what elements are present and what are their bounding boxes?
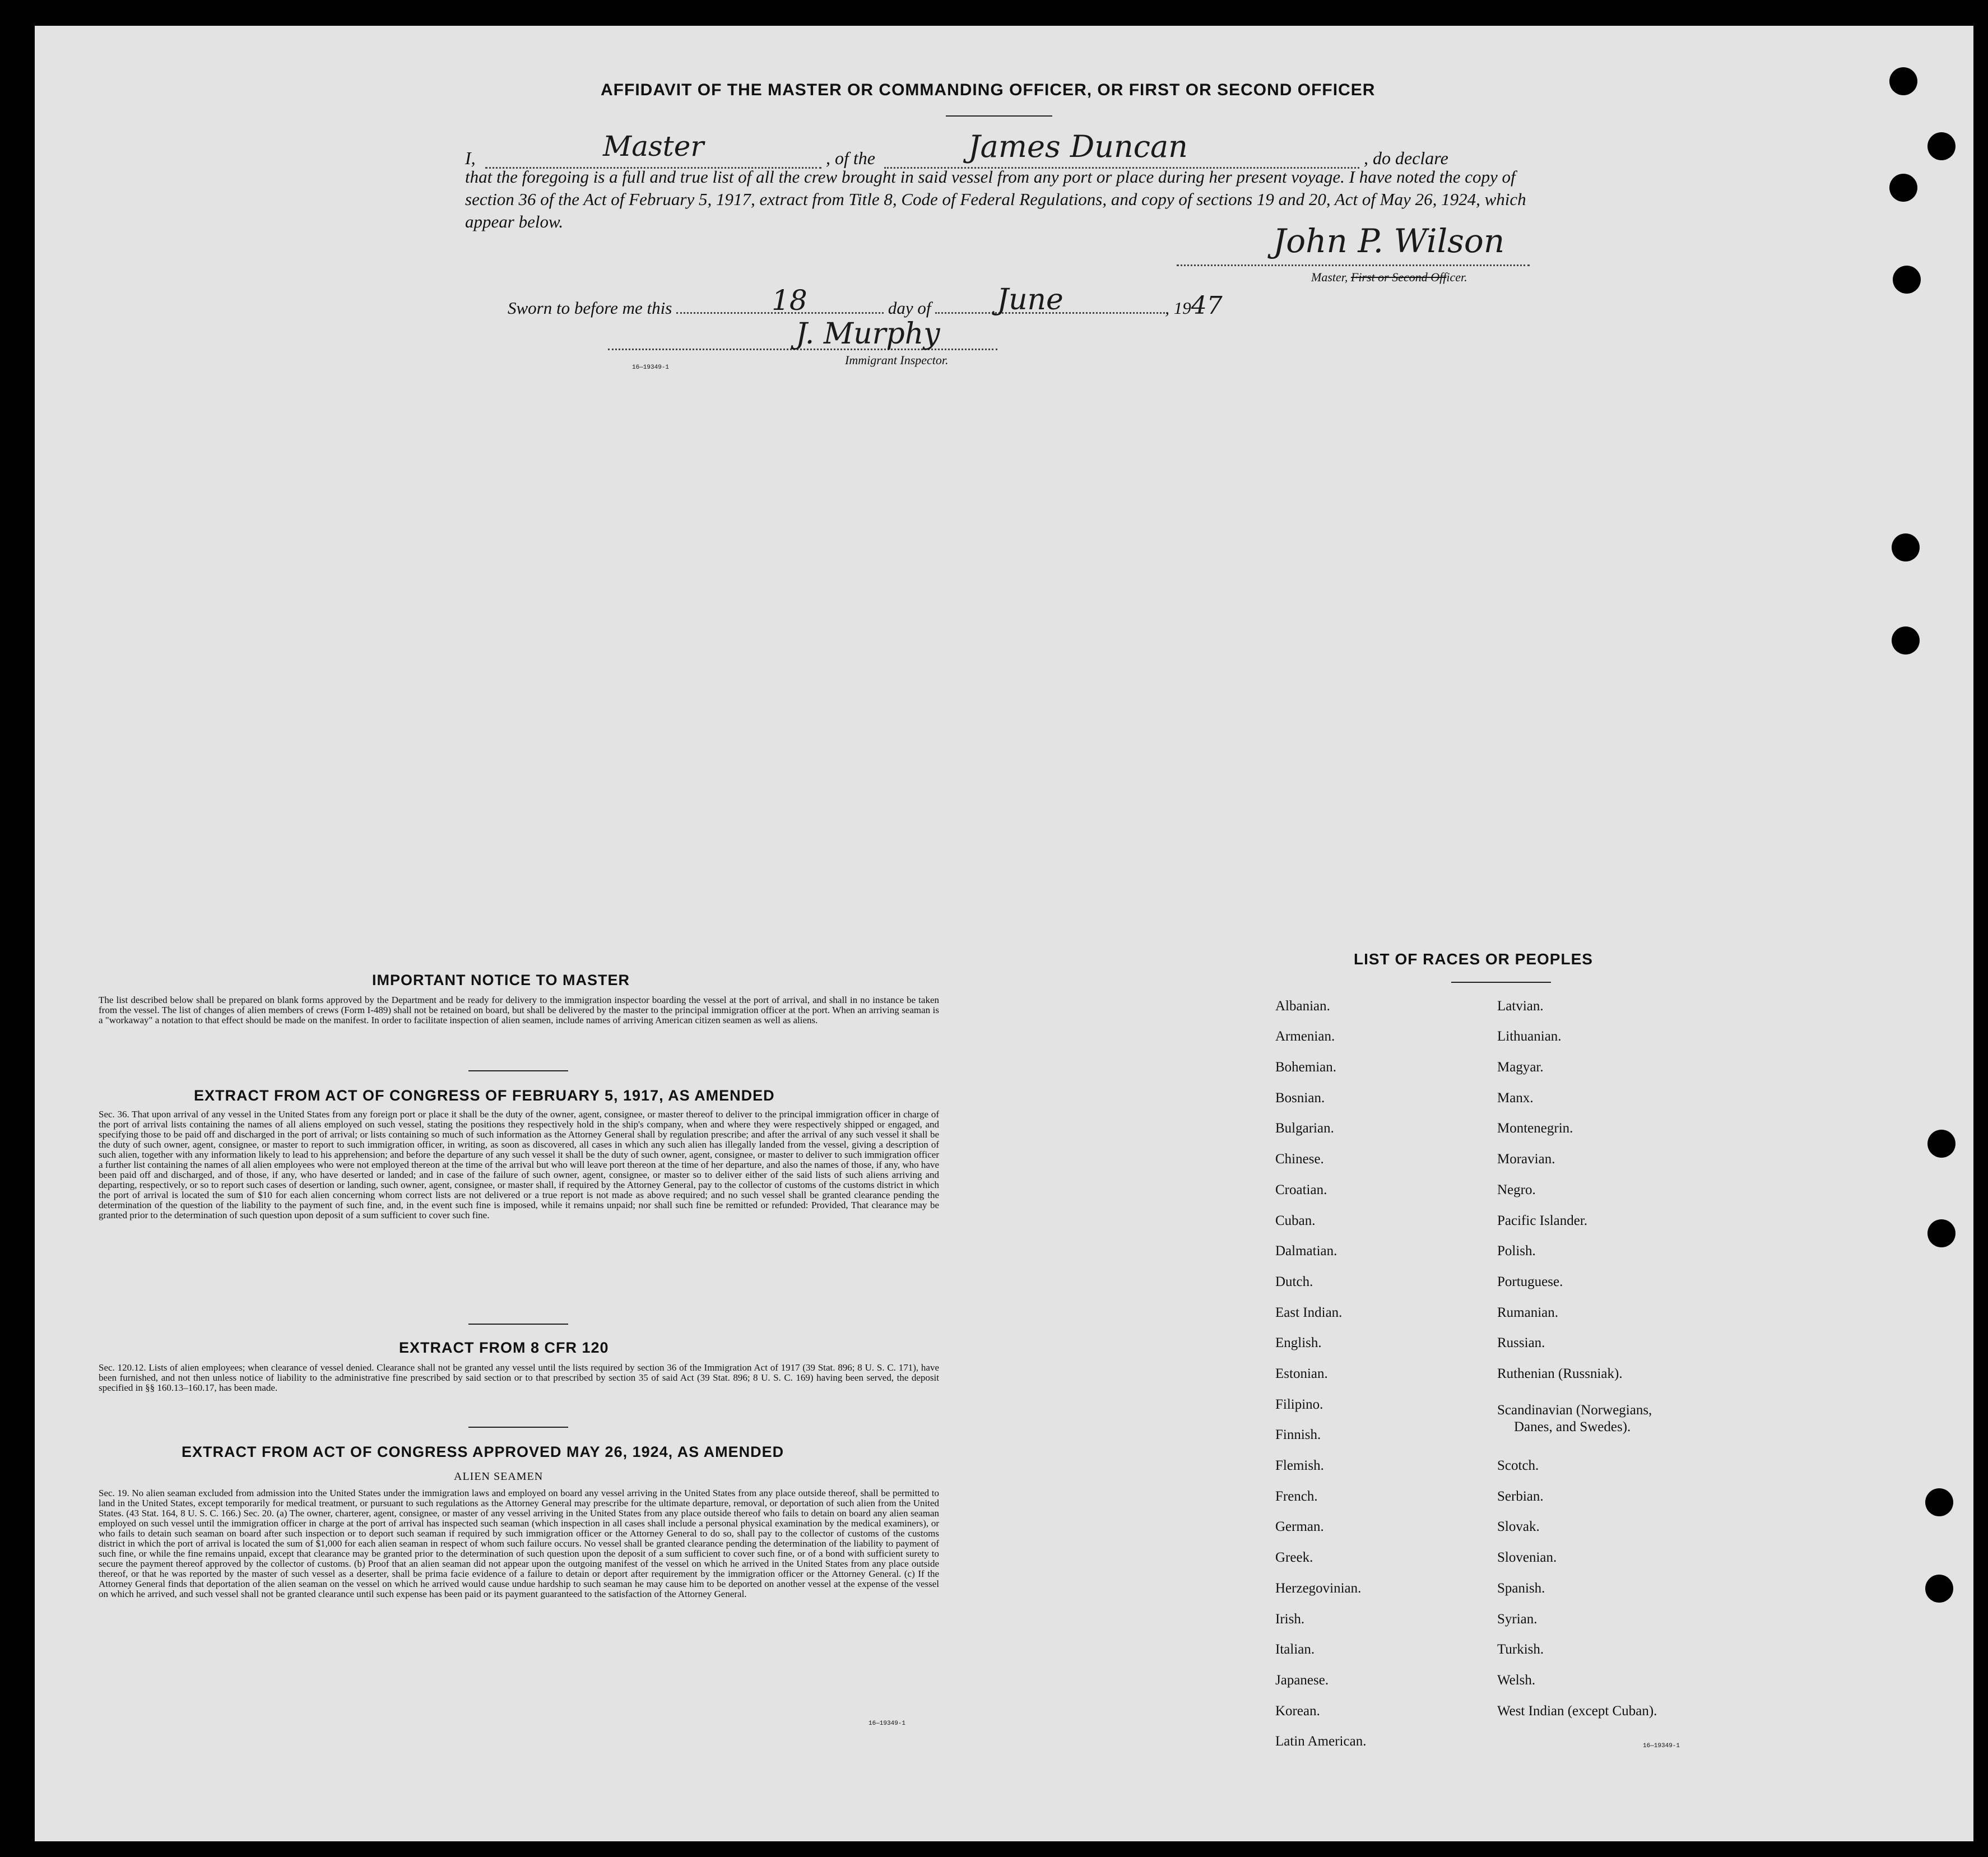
do-declare-label: , do declare [1364,148,1448,168]
affidavit-declaration-text: that the foregoing is a full and true list of all the crew brought in said vessel from any port or place during her present voyage. I have noted the copy of section 36 of the Act of February 5, 1917, extract from Title 8, Code of Federal Regulations, and copy of sections 19 and 20, Act of May 26, 1924, which appear below. [465,167,1526,231]
notice-text: The list described below shall be prepared on blank forms approved by the Department and be ready for delivery to the immigration inspector boarding the vessel at the port of arrival, and shall in no instance be taken from the vessel. The list of changes of alien members of crews (Form I-489) shall not be retained on board, but shall be delivered by the master to the principal immigration officer at the port. When an arriving seaman is a "workaway" a notation to that effect should be made on the manifest. In order to facilitate inspection of alien seamen, include names of arriving American citizen seamen as well as aliens. [99,995,939,1025]
sworn-month-handwritten: June [997,283,1063,317]
race-item: Irish. [1275,1612,1305,1627]
extract-cfr-heading: EXTRACT FROM 8 CFR 120 [399,1339,609,1356]
section-divider [468,1324,568,1325]
year-prefix: , 19 [1165,298,1191,318]
race-item: Lithuanian. [1497,1029,1562,1044]
race-item: Flemish. [1275,1458,1324,1473]
section-divider [468,1070,568,1071]
year-handwritten: 47 [1191,291,1223,320]
race-item: West Indian (except Cuban). [1497,1703,1657,1719]
punch-hole [1892,533,1920,561]
race-item: Welsh. [1497,1673,1536,1688]
extract-1917-heading: EXTRACT FROM ACT OF CONGRESS OF FEBRUARY 5, 1917, AS AMENDED [194,1087,775,1104]
punch-hole [1927,1219,1956,1247]
race-item: Syrian. [1497,1612,1538,1627]
section-divider [1451,982,1551,983]
punch-hole [1889,67,1917,95]
race-item: Manx. [1497,1090,1534,1106]
punch-hole [1893,266,1921,294]
punch-hole [1889,174,1917,202]
race-item: Polish. [1497,1243,1536,1259]
race-item: Armenian. [1275,1029,1335,1044]
race-item: Slovak. [1497,1519,1540,1534]
master-title-prefix: Master, [1311,270,1351,284]
race-item: Albanian. [1275,999,1330,1014]
race-item: Herzegovinian. [1275,1581,1362,1596]
race-item: Pacific Islander. [1497,1213,1588,1228]
race-item: Greek. [1275,1550,1313,1565]
struck-title: First or Second Off [1350,270,1447,284]
master-signature-line [1177,264,1530,266]
race-item: Latin American. [1275,1734,1367,1749]
master-signature: John P. Wilson [1273,222,1505,260]
sworn-label: Sworn to before me this [508,298,672,318]
race-item: German. [1275,1519,1324,1534]
race-item: Latvian. [1497,999,1544,1014]
race-item: Bohemian. [1275,1060,1337,1075]
of-the-label: , of the [826,148,875,168]
sworn-row [508,283,1223,320]
extract-cfr-text: Sec. 120.12. Lists of alien employees; when clearance of vessel denied. Clearance shall not be granted any vessel until the lists required by section 36 of the Immigration Act of 1917 (39 Stat. 896; 8 U. S. C. 171), have been furnished, and not then unless notice of liability to the administrative fine prescribed by said section or to that prescribed by section 35 of said Act (39 Stat. 896; 8 U. S. C. 169) having been served, the deposit specified in §§ 160.13–160.17, has been made. [99,1362,939,1393]
race-item: East Indian. [1275,1305,1343,1320]
extract-1924-heading: EXTRACT FROM ACT OF CONGRESS APPROVED MAY 26, 1924, AS AMENDED [182,1443,784,1460]
form-code: 16—19349-1 [868,1720,906,1727]
master-title [1311,270,1467,285]
race-item: Bulgarian. [1275,1121,1334,1136]
races-heading: LIST OF RACES OR PEOPLES [1354,950,1593,968]
section-divider [468,1427,568,1428]
alien-seamen-subheading: ALIEN SEAMEN [454,1470,544,1483]
race-item: Filipino. [1275,1397,1323,1412]
race-item: Dutch. [1275,1274,1313,1289]
race-item: Cuban. [1275,1213,1316,1228]
race-item: Japanese. [1275,1673,1329,1688]
i-label: I, [465,148,476,168]
punch-hole [1892,626,1920,654]
race-item: Moravian. [1497,1152,1555,1167]
race-item: Slovenian. [1497,1550,1557,1565]
sworn-month-field [935,283,1165,317]
race-item: Ruthenian (Russniak). [1497,1366,1623,1381]
sworn-day-handwritten: 18 [772,284,807,317]
punch-hole [1925,1488,1953,1516]
race-item: Chinese. [1275,1152,1324,1167]
punch-hole [1925,1575,1953,1603]
race-item: Finnish. [1275,1427,1321,1442]
form-code: 16—19349-1 [632,364,670,371]
day-of-label: day of [888,298,931,318]
extract-1924-text: Sec. 19. No alien seaman excluded from admission into the United States under the immigration laws and employed on board any vessel arriving in the United States from any place outside thereof, shall be permitted to land in the United States, except temporarily for medical treatment, or pursuant to such regulations as the Attorney General may prescribe for the ultimate departure, removal, or deportation of such alien from the United States. (43 Stat. 164, 8 U. S. C. 166.) Sec. 20. (a) The owner, charterer, agent, consignee, or master of any vessel arriving in the United States from any place outside thereof who fails to detain on board any alien seaman employed on such vessel until the immigration officer in charge at the port of arrival has inspected such seaman (which inspection in all cases shall include a personal physical examination by the medical examiners), or who fails to detain such seaman on board after such inspection or to deport such seaman if required by such immigration officer or the Attorney General to do so, shall pay to the collector of customs of the customs district in which the port of arrival is located the sum of $1,000 for each alien seaman in respect of whom such failure occurs. No vessel shall be granted clearance pending the determination of the liability to payment of such fine, or while the fine remains unpaid, except that clearance may be granted prior to the determination of such question upon the deposit of a sum sufficient to cover such fine, or of a bond with sufficient surety to secure the payment thereof approved by the collector of customs. (b) Proof that an alien seaman did not appear upon the outgoing manifest of the vessel on which he arrived in the United States from any place outside thereof, or that he was reported by the master of such vessel as a deserter, shall be prima facie evidence of a failure to detain or deport after requirement by the immigration officer or the Attorney General. (c) If the Attorney General finds that deportation of the alien seaman on the vessel on which he arrived would cause undue hardship to such seaman he may cause him to be deported on another vessel at the expense of the vessel on which he arrived, and such vessel shall not be granted clearance until such expense has been paid or its payment guaranteed to the satisfaction of the Attorney General. [99,1488,939,1599]
race-item: English. [1275,1335,1322,1350]
race-item: Italian. [1275,1642,1315,1657]
race-item: Scotch. [1497,1458,1539,1473]
race-item: Montenegrin. [1497,1121,1573,1136]
form-code: 16—19349-1 [1643,1743,1680,1749]
extract-1917-text: Sec. 36. That upon arrival of any vessel in the United States from any foreign port or place it shall be the duty of the owner, agent, consignee, or master thereof to deliver to the principal immigration officer in charge of the port of arrival lists containing the names of all aliens employed on such vessel, stating the positions they respectively hold in the ship's company, when and where they were respectively shipped or engaged, and specifying those to be paid off and discharged in the port of arrival; or lists containing so much of such information as the Attorney General shall by regulation prescribe; and after the arrival of any such vessel it shall be the duty of such owner, agent, consignee, or master to report to such immigration officer, in writing, as soon as discovered, all cases in which any such alien has illegally landed from the vessel, giving a description of such alien, together with any information likely to lead to his apprehension; and before the departure of any such vessel it shall be the duty of such owner, agent, consignee, or master to deliver to such immigration officer a further list containing the names of all alien employees who were not employed thereon at the time of the arrival but who will leave port thereon at the time of her departure, and also the names of those, if any, who have been paid off and discharged, and of those, if any, who have deserted or landed; and in case of the failure of such owner, agent, consignee, or master so to deliver either of the said lists of such aliens arriving and departing, respectively, or so to report such cases of desertion or landing, such owner, agent, consignee, or master shall, if required by the Attorney General, pay to the collector of customs of the customs district in which the port of arrival is located the sum of $10 for each alien concerning whom correct lists are not delivered or a true report is not made as above required; and no such vessel shall be granted clearance pending the determination of the question of the liability to the payment of such fine, and, in the event such fine is imposed, while it remains unpaid; nor shall such fine be remitted or refunded: Provided, That clearance may be granted prior to the determination of such question upon deposit of a sum sufficient to cover such fine. [99,1109,939,1220]
title-divider [946,115,1052,117]
race-item: Danes, and Swedes). [1514,1419,1631,1434]
notice-heading: IMPORTANT NOTICE TO MASTER [372,972,630,988]
race-item: Serbian. [1497,1489,1544,1504]
inspector-signature: J. Murphy [796,317,940,351]
race-item: Bosnian. [1275,1090,1325,1106]
punch-hole [1927,1130,1956,1158]
vessel-name-field [884,129,1359,169]
race-item: Korean. [1275,1703,1320,1719]
race-item: Dalmatian. [1275,1243,1337,1259]
race-item: Scandinavian (Norwegians, [1497,1403,1652,1418]
race-item: Croatian. [1275,1182,1327,1197]
officer-rank-handwritten: Master [603,130,704,163]
affidavit-title: AFFIDAVIT OF THE MASTER OR COMMANDING OFFICER, OR FIRST OR SECOND OFFICER [601,81,1376,99]
inspector-title: Immigrant Inspector. [845,353,949,367]
race-item: Negro. [1497,1182,1536,1197]
race-item: Spanish. [1497,1581,1545,1596]
race-item: French. [1275,1489,1318,1504]
sworn-day-field [676,284,884,317]
race-item: Estonian. [1275,1366,1328,1381]
punch-hole [1927,132,1956,160]
vessel-name-handwritten: James Duncan [968,129,1188,164]
race-item: Magyar. [1497,1060,1544,1075]
race-item: Turkish. [1497,1642,1544,1657]
master-title-suffix: icer. [1446,270,1467,284]
race-item: Portuguese. [1497,1274,1563,1289]
race-item: Russian. [1497,1335,1545,1350]
officer-rank-field [485,130,821,169]
race-item: Rumanian. [1497,1305,1559,1320]
